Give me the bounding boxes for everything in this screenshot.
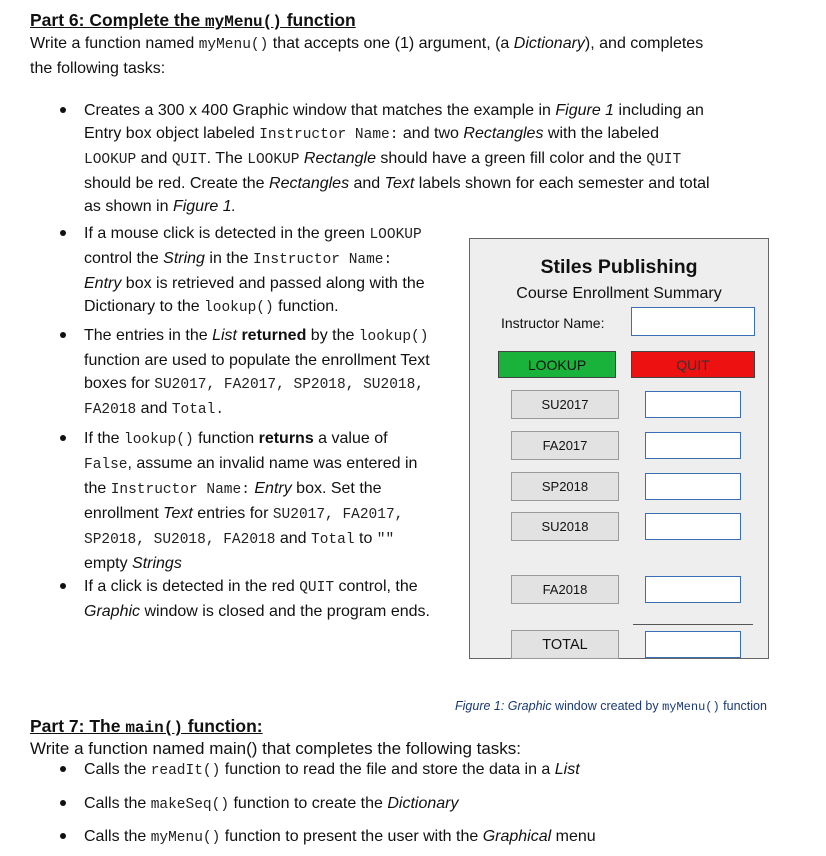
instructor-name-entry[interactable] [631,307,755,336]
enrollment-fa2017-box [645,432,741,459]
code: Instructor Name: [259,127,399,143]
code: SP2018, SU2018, FA2018 [84,532,276,548]
text: function. [273,298,339,315]
text: enrollment [84,505,164,522]
list-item [84,792,459,817]
code: myMenu() [662,700,720,714]
semester-label-fa2018: FA2018 [511,575,619,604]
list-item [84,99,710,218]
code: FA2018 [84,402,137,418]
text: window created by [551,699,663,713]
code: QUIT [299,580,335,596]
text: Rectangles [463,125,544,142]
text: String [163,250,205,267]
text: Dictionary to the [84,298,205,315]
code: myMenu() [198,37,269,53]
bullet-icon [60,833,66,839]
text: labels shown for each semester and total [414,175,710,192]
lookup-button[interactable] [498,351,616,378]
text: Entry [84,275,122,292]
bullet-icon [60,766,66,772]
enrollment-fa2018-box [645,576,741,603]
text: Graphic [84,603,141,620]
text: Write a function named [30,35,199,52]
text: Figure 1: Graphic [455,699,552,713]
text: to [354,530,377,547]
text: entries for [192,505,273,522]
text: and [136,150,172,167]
text: If the [84,430,125,447]
bullet-icon [60,230,66,236]
text: menu [551,828,596,845]
text: boxes for [84,375,155,392]
text: List [212,327,237,344]
figure-caption [455,699,767,714]
code: LOOKUP [247,152,300,168]
code: Total. [171,402,225,418]
list-item [84,825,596,850]
text: and [136,400,172,417]
text: If a click is detected in the red [84,578,300,595]
instructor-label: Instructor Name: [501,315,605,331]
text: the [84,480,111,497]
code: Instructor Name: [110,482,250,498]
semester-label-sp2018: SP2018 [511,472,619,501]
text: that accepts one (1) argument, (a [268,35,514,52]
text: box. Set the [291,480,382,497]
total-divider [633,624,753,625]
semester-label-su2018: SU2018 [511,512,619,541]
code: readIt() [150,763,221,779]
figure-subtitle: Course Enrollment Summary [516,285,722,302]
text: . The [206,150,248,167]
text: the following tasks: [30,60,166,77]
bullet-icon [60,332,66,338]
text: Calls the [84,795,151,812]
heading-text: function [281,10,356,30]
text: Dictionary [387,795,459,812]
list-item [84,427,417,575]
code: SU2017, FA2017, SP2018, SU2018, [154,377,425,393]
lookup-label: LOOKUP [527,356,587,373]
text: and [275,530,312,547]
text: Dictionary [513,35,585,52]
heading-text: Part 6: Complete the [30,10,206,30]
text: in the [204,250,253,267]
text: Figure 1 [555,102,615,119]
list-item [84,324,430,422]
heading-text: Part 7: The [30,716,126,736]
text: function to present the user with the [220,828,483,845]
text: box is retrieved and passed along with the [121,275,425,292]
text: Creates a 300 x 400 Graphic window that matches the example in [84,102,556,119]
enrollment-su2017-box [645,391,741,418]
code: "" [376,532,395,548]
part7-intro: Write a function named main() that completes the following tasks: [30,739,522,758]
text: should have a green fill color and the [375,150,647,167]
code: Total [311,532,355,548]
enrollment-total-box [645,631,741,658]
text: should be red. Create the [84,175,270,192]
heading-text: function: [182,716,263,736]
bullet-icon [60,800,66,806]
quit-button[interactable] [631,351,755,378]
list-item [84,222,425,320]
text: returns [258,430,314,447]
text: function [719,699,767,713]
graphic-window-figure [469,238,769,659]
text: and two [398,125,464,142]
code: lookup() [204,300,274,316]
total-label: TOTAL [511,630,619,659]
text: The entries in the [84,327,213,344]
text: returned [241,327,307,344]
part7-heading [30,716,263,737]
code: LOOKUP [84,152,137,168]
code: LOOKUP [369,227,422,243]
text: function to read the file and store the data in a [220,761,555,778]
text: Figure 1. [172,198,237,215]
enrollment-sp2018-box [645,473,741,500]
part6-intro [30,32,703,80]
code: SU2017, FA2017, [272,507,404,523]
code: myMenu() [150,830,221,846]
heading-code: myMenu() [205,13,282,31]
text: Entry [254,480,292,497]
text: function [193,430,259,447]
code: lookup() [124,432,194,448]
code: Instructor Name: [252,252,393,268]
code: QUIT [646,152,682,168]
heading-code: main() [125,719,183,737]
list-item [84,758,580,783]
text: List [554,761,580,778]
text: Rectangles [269,175,350,192]
bullet-icon [60,107,66,113]
text: by the [306,327,359,344]
text: Calls the [84,828,151,845]
text: If a mouse click is detected in the green [84,225,370,242]
text: , assume an invalid name was entered in [127,455,418,472]
text: window is closed and the program ends. [140,603,430,620]
bullet-icon [60,583,66,589]
text: function are used to populate the enrollment Text [84,352,430,369]
text: Entry box object labeled [84,125,260,142]
text: Text [163,505,193,522]
code: lookup() [358,329,429,345]
text: including an [614,102,704,119]
text: Graphical [482,828,552,845]
text: empty [84,555,133,572]
text: Rectangle [303,150,376,167]
text: Calls the [84,761,151,778]
text: Text [384,175,415,192]
enrollment-su2018-box [645,513,741,540]
text: ), and completes [584,35,704,52]
text: and [349,175,385,192]
text: control the [84,250,164,267]
text: with the labeled [543,125,660,142]
semester-label-fa2017: FA2017 [511,431,619,460]
code: QUIT [171,152,207,168]
bullet-icon [60,435,66,441]
code: makeSeq() [150,797,230,813]
part6-heading [30,10,356,31]
text: a value of [313,430,388,447]
text: control, the [334,578,418,595]
code: False [84,457,128,473]
figure-title: Stiles Publishing [540,256,698,278]
text: as shown in [84,198,173,215]
semester-label-su2017: SU2017 [511,390,619,419]
list-item [84,575,430,623]
text: Strings [132,555,182,572]
text: function to create the [229,795,388,812]
quit-label: QUIT [676,356,710,373]
